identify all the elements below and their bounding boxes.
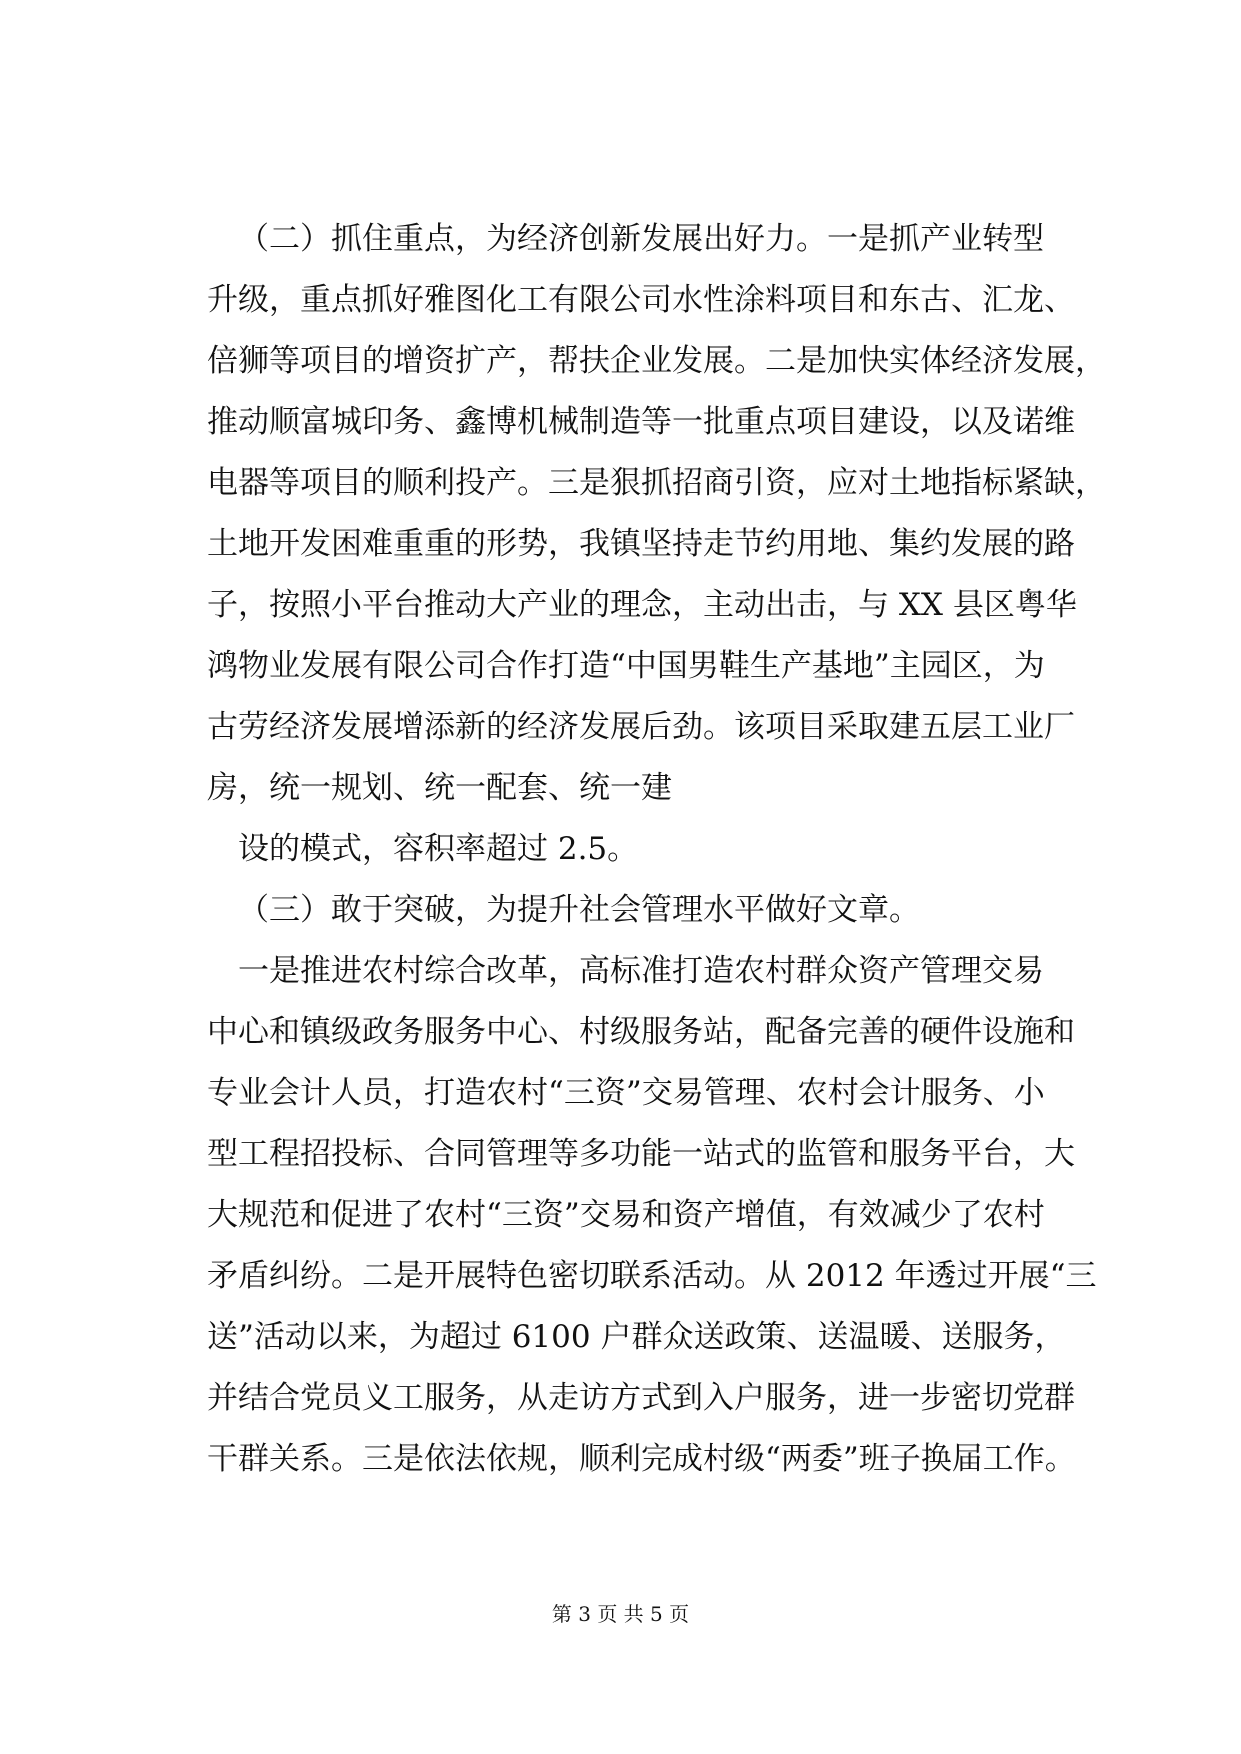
paragraph-line: 鸿物业发展有限公司合作打造“中国男鞋生产基地”主园区，为 [207,648,1045,684]
paragraph-line: 送”活动以来，为超过 6100 户群众送政策、送温暖、送服务， [207,1319,1066,1355]
paragraph-line: 中心和镇级政务服务中心、村级服务站，配备完善的硬件设施和 [207,1014,1075,1050]
paragraph-line: 型工程招投标、合同管理等多功能一站式的监管和服务平台，大 [207,1136,1075,1172]
paragraph-line: 专业会计人员，打造农村“三资”交易管理、农村会计服务、小 [207,1075,1045,1111]
paragraph-line: 房，统一规划、统一配套、统一建 [207,770,672,806]
paragraph-line: 矛盾纠纷。二是开展特色密切联系活动。从 2012 年透过开展“三 [207,1258,1097,1294]
paragraph-line: 并结合党员义工服务，从走访方式到入户服务，进一步密切党群 [207,1380,1075,1416]
paragraph-line: 电器等项目的顺利投产。三是狠抓招商引资，应对土地指标紧缺， [207,465,1106,501]
section-heading: （三）敢于突破，为提升社会管理水平做好文章。 [238,892,920,928]
paragraph-line: （二）抓住重点，为经济创新发展出好力。一是抓产业转型 [238,221,1044,257]
page-number-footer: 第 3 页 共 5 页 [551,1602,690,1626]
paragraph-line: 大规范和促进了农村“三资”交易和资产增值，有效减少了农村 [207,1197,1045,1233]
paragraph-line: 干群关系。三是依法依规，顺利完成村级“两委”班子换届工作。 [207,1441,1076,1477]
paragraph-line: 升级，重点抓好雅图化工有限公司水性涂料项目和东古、汇龙、 [207,282,1075,318]
paragraph-line: 推动顺富城印务、鑫博机械制造等一批重点项目建设，以及诺维 [207,404,1075,440]
paragraph-line: 古劳经济发展增添新的经济发展后劲。该项目采取建五层工业厂 [207,709,1075,745]
paragraph-line: 土地开发困难重重的形势，我镇坚持走节约用地、集约发展的路 [207,526,1075,562]
paragraph-line: 倍狮等项目的增资扩产，帮扶企业发展。二是加快实体经济发展， [207,343,1106,379]
paragraph-line: 设的模式，容积率超过 2.5。 [238,831,639,867]
paragraph-line: 一是推进农村综合改革，高标准打造农村群众资产管理交易 [238,953,1044,989]
paragraph-line: 子，按照小平台推动大产业的理念，主动出击，与 XX 县区粤华 [207,587,1077,623]
